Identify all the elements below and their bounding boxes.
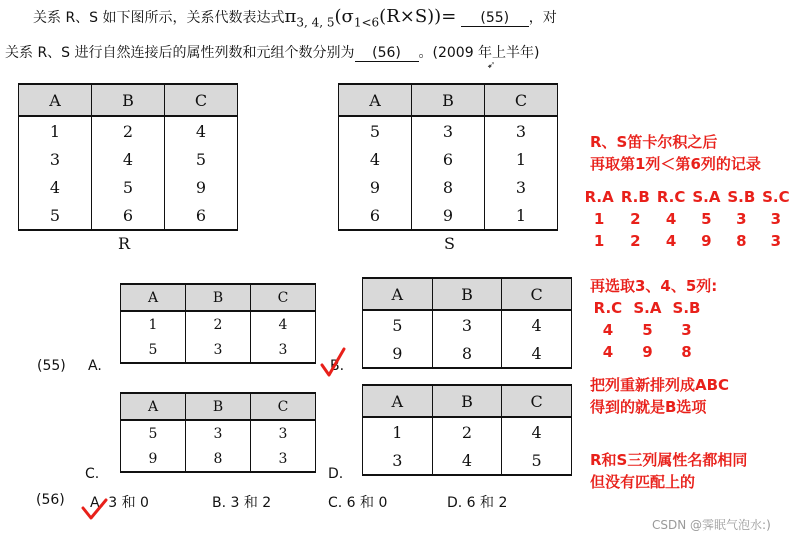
table-row <box>19 116 238 145</box>
table-cell: 8 <box>186 446 251 472</box>
table-cell: 5 <box>642 321 653 339</box>
note-rearrange: 把列重新排列成ABC 得到的就是B选项 <box>590 376 730 416</box>
table-row <box>121 311 316 337</box>
table-cell: 1 <box>363 417 433 446</box>
table-cell: 3 <box>251 446 316 472</box>
q56-number: (56) <box>36 492 65 508</box>
table-cell: 5 <box>502 446 572 475</box>
table-cell: 5 <box>363 310 433 339</box>
table-cell: S.C <box>762 188 790 206</box>
column-header: A <box>19 84 92 116</box>
table-cell: 3 <box>432 310 502 339</box>
table-cell: 5 <box>92 173 165 201</box>
blank-55: (55) <box>461 10 529 27</box>
table-cell: 6 <box>339 201 412 230</box>
table-row <box>339 201 558 230</box>
table-cell: 5 <box>121 337 186 363</box>
table-cell: 8 <box>412 173 485 201</box>
blank-56: (56) <box>355 45 419 62</box>
table-row <box>19 173 238 201</box>
note-natural-join: R和S三列属性名都相同 但没有匹配上的 <box>590 451 748 491</box>
table-cell: 3 <box>770 232 782 250</box>
table-cell: 9 <box>701 232 712 250</box>
table-cell: S.A <box>692 188 721 206</box>
question-line-1: 关系 R、S 如下图所示，关系代数表达式$\pi_{3, 4, 5}(\sigma_{1<6}(R\times S))= (55)$ ，对 <box>33 6 557 30</box>
table-cell: 1 <box>593 232 605 250</box>
table-cell: 8 <box>736 232 747 250</box>
column-header: C <box>165 84 238 116</box>
column-header: A <box>363 385 433 417</box>
table-cell: 4 <box>602 321 614 339</box>
q55-number: (55) <box>37 358 66 374</box>
table-row <box>363 446 572 475</box>
table-cell: 3 <box>251 420 316 446</box>
table-row <box>121 420 316 446</box>
table-cell: 3 <box>251 337 316 363</box>
table-cell: 1 <box>121 311 186 337</box>
option-b-table <box>362 277 572 369</box>
table-cell: 5 <box>165 145 238 173</box>
table-cell: S.B <box>727 188 756 206</box>
table-cell: 4 <box>92 145 165 173</box>
table-cell: 1 <box>19 116 92 145</box>
watermark: CSDN @霁眠气泡水:) <box>652 518 771 532</box>
question-text: 关系 R、S 如下图所示，关系代数表达式 <box>33 10 285 26</box>
table-cell: 3 <box>736 210 747 228</box>
note-projection-table <box>588 297 706 363</box>
column-header: B <box>92 84 165 116</box>
q55-option-b: B. <box>330 358 345 374</box>
table-cell: 2 <box>186 311 251 337</box>
table-cell: S.A <box>633 299 662 317</box>
q55-option-a: A. <box>88 358 102 374</box>
note-projection: 再选取3、4、5列: <box>590 277 718 295</box>
table-r <box>18 83 238 231</box>
table-row <box>363 310 572 339</box>
note-cartesian: R、S笛卡尔积之后 再取第1列＜第6列的记录 <box>590 133 761 173</box>
table-cell: R.B <box>620 188 650 206</box>
column-header: C <box>502 278 572 310</box>
q56-option-b: B. 3 和 2 <box>212 495 272 511</box>
table-cell: 5 <box>339 116 412 145</box>
table-cell: 4 <box>165 116 238 145</box>
table-cell: 9 <box>121 446 186 472</box>
table-cell: 4 <box>339 145 412 173</box>
table-cell: 4 <box>432 446 502 475</box>
q55-option-c: C. <box>85 466 100 482</box>
table-cell: 2 <box>630 232 641 250</box>
column-header: B <box>432 278 502 310</box>
table-cell: 4 <box>665 210 677 228</box>
q55-option-d: D. <box>328 466 344 482</box>
question-line-2: 关系 R、S 进行自然连接后的属性列数和元组个数分别为 (56) 。(2009 年上半年) <box>5 45 540 61</box>
table-row <box>339 145 558 173</box>
column-header: B <box>186 284 251 311</box>
table-cell: 1 <box>593 210 605 228</box>
column-header: B <box>186 393 251 420</box>
column-header: A <box>363 278 433 310</box>
table-cell: 3 <box>363 446 433 475</box>
column-header: C <box>251 393 316 420</box>
cursor-icon: ➹ <box>487 60 496 71</box>
table-cell: 2 <box>92 116 165 145</box>
table-cell: 5 <box>121 420 186 446</box>
table-cell: 9 <box>412 201 485 230</box>
table-cell: 3 <box>186 337 251 363</box>
table-cell: 9 <box>363 339 433 368</box>
table-cell: R.C <box>656 188 686 206</box>
table-cell: 1 <box>485 145 558 173</box>
table-row <box>121 446 316 472</box>
checkmark-icon <box>80 498 110 524</box>
option-c-table <box>120 392 316 473</box>
table-cell: R.C <box>593 299 623 317</box>
table-cell: S.B <box>672 299 701 317</box>
table-cell: 3 <box>770 210 782 228</box>
table-cell: 2 <box>432 417 502 446</box>
table-cell: 3 <box>681 321 692 339</box>
table-cell: 9 <box>165 173 238 201</box>
option-d-table <box>362 384 572 476</box>
note-cartesian-table <box>581 186 793 252</box>
table-cell: 5 <box>19 201 92 230</box>
column-header: A <box>121 284 186 311</box>
table-cell: 4 <box>502 417 572 446</box>
table-cell: 6 <box>412 145 485 173</box>
table-cell: 4 <box>502 310 572 339</box>
q56-option-c: C. 6 和 0 <box>328 495 388 511</box>
table-cell: 1 <box>485 201 558 230</box>
table-row <box>339 116 558 145</box>
column-header: C <box>502 385 572 417</box>
table-cell: 9 <box>339 173 412 201</box>
option-a-table <box>120 283 316 364</box>
column-header: C <box>485 84 558 116</box>
q56-option-a: A. 3 和 0 <box>90 495 149 511</box>
caption-s: S <box>444 234 455 253</box>
column-header: A <box>121 393 186 420</box>
expression: $\pi_{3, 4, 5}(\sigma_{1<6}(R\times S))=$ <box>284 6 457 30</box>
table-row <box>19 201 238 230</box>
table-cell: 4 <box>665 232 677 250</box>
table-cell: 5 <box>701 210 712 228</box>
table-s <box>338 83 558 231</box>
table-cell: 4 <box>251 311 316 337</box>
table-cell: 6 <box>165 201 238 230</box>
table-cell: 2 <box>630 210 641 228</box>
table-cell: 8 <box>432 339 502 368</box>
table-row <box>19 145 238 173</box>
checkmark-icon <box>318 345 348 381</box>
table-cell: 4 <box>602 343 614 361</box>
table-cell: 3 <box>485 173 558 201</box>
column-header: B <box>412 84 485 116</box>
table-cell: 4 <box>19 173 92 201</box>
table-cell: 3 <box>186 420 251 446</box>
table-row <box>121 337 316 363</box>
table-row <box>363 417 572 446</box>
q56-option-d: D. 6 和 2 <box>447 495 508 511</box>
table-cell: 8 <box>681 343 692 361</box>
column-header: C <box>251 284 316 311</box>
table-row <box>339 173 558 201</box>
table-cell: 9 <box>642 343 653 361</box>
table-cell: 3 <box>412 116 485 145</box>
table-cell: 3 <box>485 116 558 145</box>
caption-r: R <box>118 234 131 253</box>
column-header: A <box>339 84 412 116</box>
table-row <box>363 339 572 368</box>
table-cell: 6 <box>92 201 165 230</box>
column-header: B <box>432 385 502 417</box>
table-cell: 4 <box>502 339 572 368</box>
table-cell: 3 <box>19 145 92 173</box>
table-cell: R.A <box>584 188 614 206</box>
